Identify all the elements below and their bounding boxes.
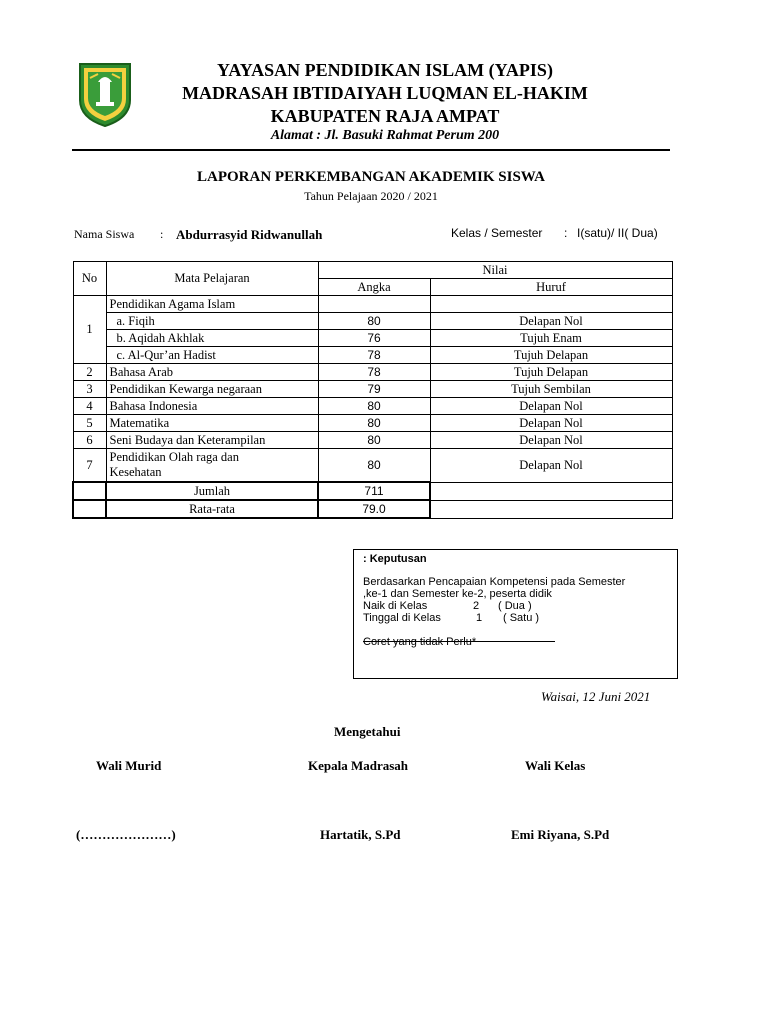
wali-murid-name: (…………………) — [76, 827, 176, 842]
header-no: No — [73, 262, 106, 296]
table-row — [73, 449, 672, 483]
grades-table — [72, 261, 673, 519]
place-date: Waisai, 12 Juni 2021 — [541, 689, 651, 704]
table-header-row — [73, 262, 672, 279]
row-angka: 80 — [318, 449, 430, 483]
class-semester-value: I(satu)/ II( Dua) — [577, 226, 658, 240]
row-huruf: Delapan Nol — [430, 398, 672, 415]
academic-year: Tahun Pelajaan 2020 / 2021 — [304, 189, 438, 203]
row-subject: Matematika — [106, 415, 318, 432]
row-subject: b. Aqidah Akhlak — [106, 330, 318, 347]
row-subject: c. Al-Qur’an Hadist — [106, 347, 318, 364]
table-row — [73, 313, 672, 330]
rata-no-cell — [73, 500, 106, 518]
report-title: LAPORAN PERKEMBANGAN AKADEMIK SISWA — [197, 169, 545, 185]
row-angka: 80 — [318, 432, 430, 449]
row-angka: 80 — [318, 313, 430, 330]
row-huruf — [430, 296, 672, 313]
row-subject: a. Fiqih — [106, 313, 318, 330]
tinggal-text: ( Satu ) — [503, 612, 540, 624]
rata-label: Rata-rata — [106, 500, 318, 518]
row-angka: 76 — [318, 330, 430, 347]
decision-box — [353, 549, 678, 679]
rata-value: 79.0 — [318, 500, 430, 518]
row-subject: Bahasa Indonesia — [106, 398, 318, 415]
row-angka: 78 — [318, 347, 430, 364]
jumlah-no-cell — [73, 482, 106, 500]
row-angka: 78 — [318, 364, 430, 381]
row-subject-line1: Pendidikan Olah raga dan — [109, 450, 239, 464]
rata-row — [73, 500, 672, 518]
row-no: 3 — [73, 381, 106, 398]
row-subject: Pendidikan Kewarga negaraan — [106, 381, 318, 398]
row-subject: Seni Budaya dan Keterampilan — [106, 432, 318, 449]
row-no: 7 — [73, 449, 106, 483]
row-angka: 79 — [318, 381, 430, 398]
student-name-label: Nama Siswa — [74, 227, 135, 241]
table-row — [73, 296, 672, 313]
table-row — [73, 330, 672, 347]
header-nilai: Nilai — [318, 262, 672, 279]
row-huruf: Delapan Nol — [430, 313, 672, 330]
row-angka: 80 — [318, 398, 430, 415]
jumlah-row — [73, 482, 672, 500]
header-divider — [72, 149, 670, 151]
jumlah-huruf-cell — [430, 482, 672, 500]
naik-label: Naik di Kelas — [363, 600, 428, 612]
row-subject — [106, 449, 318, 483]
tinggal-label: Tinggal di Kelas — [363, 612, 441, 624]
naik-number: 2 — [473, 600, 480, 612]
table-row — [73, 381, 672, 398]
row-huruf: Tujuh Delapan — [430, 347, 672, 364]
decision-title: : Keputusan — [363, 553, 427, 565]
row-subject: Bahasa Arab — [106, 364, 318, 381]
strike-line — [363, 641, 555, 642]
row-huruf: Tujuh Enam — [430, 330, 672, 347]
school-emblem-icon — [76, 60, 134, 128]
row-subject-line2: Kesehatan — [109, 465, 162, 479]
row-huruf: Delapan Nol — [430, 415, 672, 432]
rata-huruf-cell — [430, 500, 672, 518]
regency-name: KABUPATEN RAJA AMPAT — [270, 106, 500, 126]
row-angka — [318, 296, 430, 313]
row-no: 5 — [73, 415, 106, 432]
class-semester-label: Kelas / Semester — [451, 226, 543, 240]
naik-text: ( Dua ) — [498, 600, 532, 612]
student-name-separator: : — [160, 227, 164, 241]
table-row — [73, 415, 672, 432]
table-row — [73, 398, 672, 415]
table-row — [73, 364, 672, 381]
wali-kelas-label: Wali Kelas — [525, 758, 586, 773]
row-huruf: Tujuh Delapan — [430, 364, 672, 381]
kepala-madrasah-name: Hartatik, S.Pd — [320, 827, 401, 842]
header-angka: Angka — [318, 279, 430, 296]
decision-line2: ,ke-1 dan Semester ke-2, peserta didik — [363, 588, 552, 600]
mengetahui-label: Mengetahui — [334, 724, 401, 739]
row-no: 1 — [73, 296, 106, 364]
strike-note: Coret yang tidak Perlu* — [363, 636, 477, 648]
row-huruf: Delapan Nol — [430, 432, 672, 449]
school-address: Alamat : Jl. Basuki Rahmat Perum 200 — [270, 128, 500, 143]
row-subject: Pendidikan Agama Islam — [106, 296, 318, 313]
row-no: 4 — [73, 398, 106, 415]
decision-line1: Berdasarkan Pencapaian Kompetensi pada Semester — [363, 576, 626, 588]
table-row — [73, 432, 672, 449]
foundation-name: YAYASAN PENDIDIKAN ISLAM (YAPIS) — [217, 60, 553, 80]
class-semester-separator: : — [564, 226, 568, 240]
table-row — [73, 347, 672, 364]
tinggal-number: 1 — [476, 612, 483, 624]
school-name: MADRASAH IBTIDAIYAH LUQMAN EL-HAKIM — [182, 83, 588, 103]
wali-kelas-name: Emi Riyana, S.Pd — [511, 827, 610, 842]
wali-murid-label: Wali Murid — [96, 758, 162, 773]
row-huruf: Tujuh Sembilan — [430, 381, 672, 398]
kepala-madrasah-label: Kepala Madrasah — [308, 758, 409, 773]
row-no: 6 — [73, 432, 106, 449]
header-subject: Mata Pelajaran — [106, 262, 318, 296]
jumlah-label: Jumlah — [106, 482, 318, 500]
student-name: Abdurrasyid Ridwanullah — [176, 227, 323, 242]
row-angka: 80 — [318, 415, 430, 432]
row-no: 2 — [73, 364, 106, 381]
row-huruf: Delapan Nol — [430, 449, 672, 483]
header-huruf: Huruf — [430, 279, 672, 296]
jumlah-value: 711 — [318, 482, 430, 500]
